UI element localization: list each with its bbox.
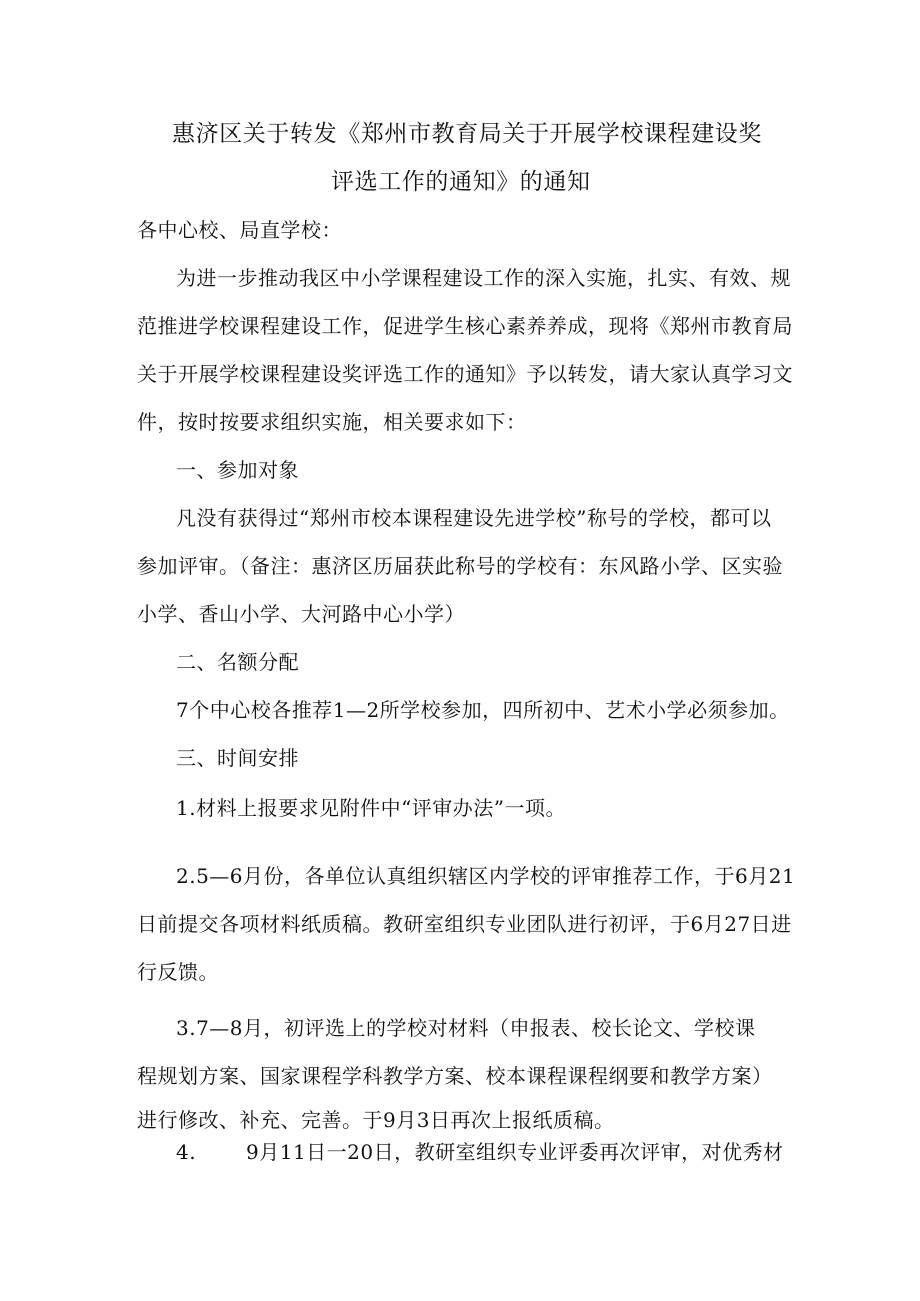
section-3-item-4-text: 9月11日一20日，教研室组织专业评委再次评审，对优秀材 (246, 1140, 784, 1164)
title-line-2: 评选工作的通知》的通知 (331, 169, 591, 195)
section-3-item-2-line-3: 行反馈。 (137, 960, 219, 984)
intro-line-1: 为进一步推动我区中小学课程建设工作的深入实施，扎实、有效、规 (176, 266, 791, 290)
section-2-line-1: 7个中心校各推荐1—2所学校参加，四所初中、艺术小学必须参加。 (176, 698, 790, 722)
section-3-item-3-line-1: 3.7—8月，初评选上的学校对材料（申报表、校长论文、学校课 (176, 1016, 756, 1040)
section-1-line-1: 凡没有获得过“郑州市校本课程建设先进学校”称号的学校，都可以 (176, 506, 772, 530)
section-3-item-3-line-2: 程规划方案、国家课程学科教学方案、校本课程课程纲要和教学方案） (137, 1064, 773, 1088)
section-2-heading: 二、名额分配 (176, 650, 299, 674)
intro-line-3: 关于开展学校课程建设奖评选工作的通知》予以转发，请大家认真学习文 (137, 362, 793, 386)
section-3-heading: 三、时间安排 (176, 746, 299, 770)
section-1-line-3: 小学、香山小学、大河路中心小学） (137, 602, 465, 626)
section-1-heading: 一、参加对象 (176, 458, 299, 482)
intro-line-4: 件，按时按要求组织实施，相关要求如下： (137, 410, 527, 434)
section-3-item-2-line-1: 2.5—6月份，各单位认真组织辖区内学校的评审推荐工作，于6月21 (176, 864, 796, 888)
intro-line-2: 范推进学校课程建设工作，促进学生核心素养养成，现将《郑州市教育局 (137, 314, 793, 338)
section-3-item-3-line-3: 进行修改、补充、完善。于9月3日再次上报纸质稿。 (137, 1108, 615, 1132)
section-3-item-4-number: 4. (176, 1140, 197, 1164)
salutation: 各中心校、局直学校： (137, 218, 342, 242)
title-line-1: 惠济区关于转发《郑州市教育局关于开展学校课程建设奖 (172, 121, 762, 147)
section-1-line-2: 参加评审。（备注：惠济区历届获此称号的学校有：东风路小学、区实验 (137, 554, 783, 578)
section-3-item-1: 1.材料上报要求见附件中“评审办法”一项。 (176, 796, 567, 820)
section-3-item-2-line-2: 日前提交各项材料纸质稿。教研室组织专业团队进行初评，于6月27日进 (137, 912, 792, 936)
